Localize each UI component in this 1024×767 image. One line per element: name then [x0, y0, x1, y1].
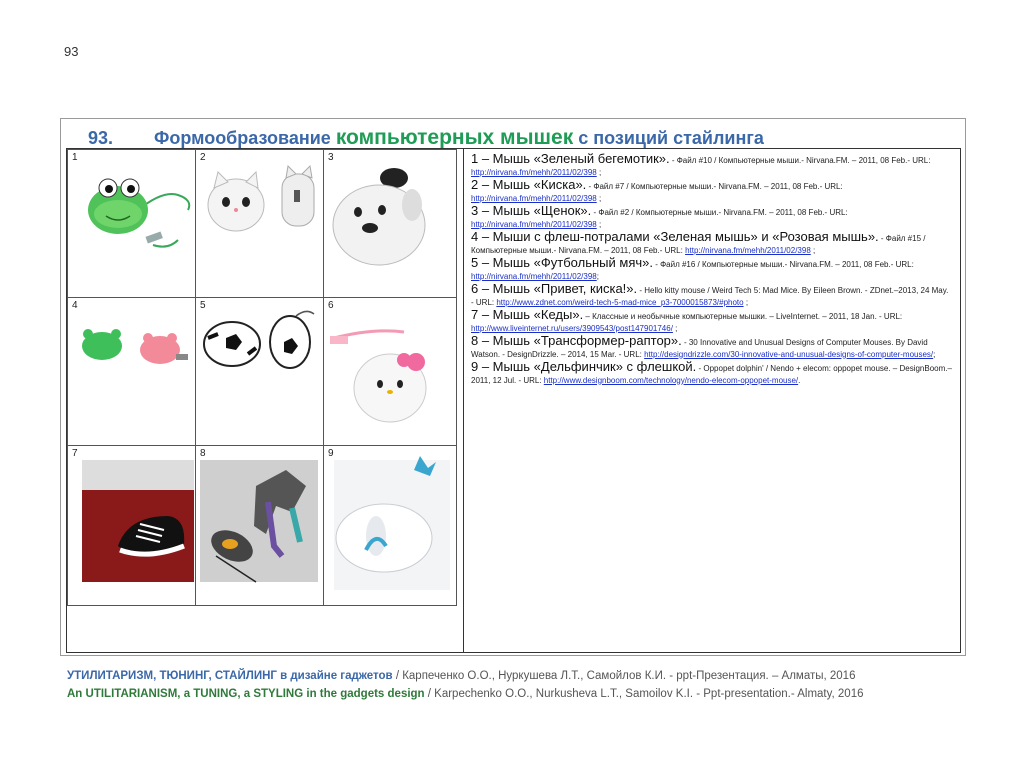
reference-heading: 6 – Мышь «Привет, киска!».: [471, 281, 638, 296]
soccer-ball-mouse-image: [196, 298, 324, 446]
reference-heading: 5 – Мышь «Футбольный мяч».: [471, 255, 653, 270]
reference-text: - Файл #7 / Компьютерные мыши.- Nirvana.FM. – 2011, 08 Feb.- URL:: [586, 182, 843, 191]
reference-link[interactable]: http://nirvana.fm/mehh/2011/02/398: [685, 245, 811, 255]
reference-heading: 3 – Мышь «Щенок».: [471, 203, 592, 218]
reference-heading: 8 – Мышь «Трансформер-раптор».: [471, 333, 682, 348]
hello-kitty-mouse-image: [324, 298, 456, 446]
image-cell-5: [195, 297, 325, 447]
reference-link[interactable]: http://nirvana.fm/mehh/2011/02/398: [471, 167, 597, 177]
reference-heading: 4 – Мыши с флеш-потралами «Зеленая мышь» и «Розовая мышь».: [471, 229, 879, 244]
image-cell-1: [67, 149, 197, 299]
reference-tail: ;: [743, 297, 749, 307]
column-divider: [463, 149, 464, 652]
reference-link[interactable]: http://nirvana.fm/mehh/2011/02/398: [471, 193, 597, 203]
cell-number: 2: [200, 152, 206, 163]
reference-text: - 30 Innovative and Unusual Designs of Computer Mouses. By David Watson. - DesignDrizzle. – 2014, 15 Mar. - URL:: [471, 338, 928, 359]
reference-heading: 9 – Мышь «Дельфинчик» с флешкой.: [471, 359, 697, 374]
transformer-raptor-mouse-image: [196, 446, 324, 605]
cell-number: 4: [72, 300, 78, 311]
reference-tail: ;: [596, 271, 599, 281]
title-part2: с позиций стайлинга: [573, 128, 764, 148]
reference-text: - Hello kitty mouse / Weird Tech 5: Mad Mice. By Eileen Brown. - ZDnet.–2013, 24 May. - URL:: [471, 286, 949, 307]
reference-tail: ;: [596, 219, 602, 229]
content-table: [66, 148, 961, 653]
reference-text: - Oppopet dolphin' / Nendo + elecom: oppopet mouse. – DesignBoom.– 2011, 12 Jul. - URL:: [471, 364, 952, 385]
reference-tail: ;: [596, 167, 602, 177]
reference-text: - Файл #16 / Компьютерные мыши.- Nirvana.FM. – 2011, 08 Feb.- URL:: [652, 260, 914, 269]
reference-list: [471, 153, 953, 387]
dolphin-mouse-image: [324, 446, 456, 605]
white-kitty-mouse-image: [196, 150, 324, 298]
reference-tail: .: [798, 375, 801, 385]
reference-item-9: [471, 361, 953, 386]
sneaker-mouse-image: [68, 446, 196, 605]
slide-title: [88, 126, 764, 150]
footer-citation-en: / Karpechenko O.O., Nurkusheva L.T., Samoilov K.I. - Ppt-presentation.- Almaty, 2016: [424, 688, 864, 700]
green-frog-mouse-image: [68, 150, 196, 298]
footer-title-ru: УТИЛИТАРИЗМ, ТЮНИНГ, СТАЙЛИНГ в дизайне гаджетов: [67, 670, 393, 682]
reference-item-6: [471, 283, 953, 308]
reference-text: – Классные и необычные компьютерные мышки. – LiveInternet. – 2011, 18 Jan. - URL:: [583, 312, 903, 321]
reference-tail: ;: [596, 193, 602, 203]
reference-item-8: [471, 335, 953, 360]
footer-citation-ru: / Карпеченко О.О., Нуркушева Л.Т., Самойлов К.И. - ppt-Презентация. – Алматы, 2016: [392, 670, 856, 682]
image-cell-9: [323, 445, 457, 606]
image-grid: [67, 149, 455, 604]
footer-title-en: An UTILITARIANISM, a TUNING, a STYLING in the gadgets design: [67, 688, 425, 700]
reference-heading: 1 – Мышь «Зеленый бегемотик».: [471, 151, 670, 166]
reference-text: - Файл #15 / Компьютерные мыши.- Nirvana.FM. – 2011, 08 Feb.- URL:: [471, 234, 926, 255]
footer-line-russian: [67, 670, 855, 682]
reference-link[interactable]: http://designdrizzle.com/30-innovative-and-unusual-designs-of-computer-mouses/: [644, 349, 934, 359]
reference-heading: 7 – Мышь «Кеды».: [471, 307, 584, 322]
reference-item-7: [471, 309, 953, 334]
reference-heading: 2 – Мышь «Киска».: [471, 177, 587, 192]
footer-line-english: [67, 688, 864, 700]
cell-number: 8: [200, 448, 206, 459]
reference-item-2: [471, 179, 953, 204]
reference-item-1: [471, 153, 953, 178]
reference-tail: ;: [672, 323, 678, 333]
cell-number: 1: [72, 152, 78, 163]
reference-item-5: [471, 257, 953, 282]
reference-item-4: [471, 231, 953, 256]
image-cell-2: [195, 149, 325, 299]
cell-number: 3: [328, 152, 334, 163]
white-puppy-mouse-image: [324, 150, 456, 298]
reference-link[interactable]: http://www.zdnet.com/weird-tech-5-mad-mice_p3-7000015873/#photo: [496, 297, 744, 307]
reference-link[interactable]: http://nirvana.fm/mehh/2011/02/398: [471, 219, 597, 229]
cell-number: 5: [200, 300, 206, 311]
cell-number: 6: [328, 300, 334, 311]
image-cell-6: [323, 297, 457, 447]
title-highlight: компьютерных мышек: [335, 126, 574, 149]
flash-drive-mice-image: [68, 298, 196, 446]
image-cell-7: [67, 445, 197, 606]
reference-text: - Файл #2 / Компьютерные мыши.- Nirvana.FM. – 2011, 08 Feb.- URL:: [591, 208, 848, 217]
image-cell-4: [67, 297, 197, 447]
image-cell-3: [323, 149, 457, 299]
reference-tail: ;: [810, 245, 816, 255]
page-number: 93: [64, 44, 79, 59]
reference-link[interactable]: http://www.designboom.com/technology/nendo-elecom-oppopet-mouse/: [543, 375, 799, 385]
reference-text: - Файл #10 / Компьютерные мыши.- Nirvana.FM. – 2011, 08 Feb.- URL:: [669, 156, 931, 165]
cell-number: 7: [72, 448, 78, 459]
reference-tail: ;: [933, 349, 936, 359]
reference-link[interactable]: http://nirvana.fm/mehh/2011/02/398: [471, 271, 597, 281]
reference-link[interactable]: http://www.liveinternet.ru/users/3909543/post147901746/: [471, 323, 673, 333]
title-number: 93.: [88, 128, 114, 148]
reference-item-3: [471, 205, 953, 230]
cell-number: 9: [328, 448, 334, 459]
title-part1: Формообразование: [154, 128, 336, 148]
image-cell-8: [195, 445, 325, 606]
